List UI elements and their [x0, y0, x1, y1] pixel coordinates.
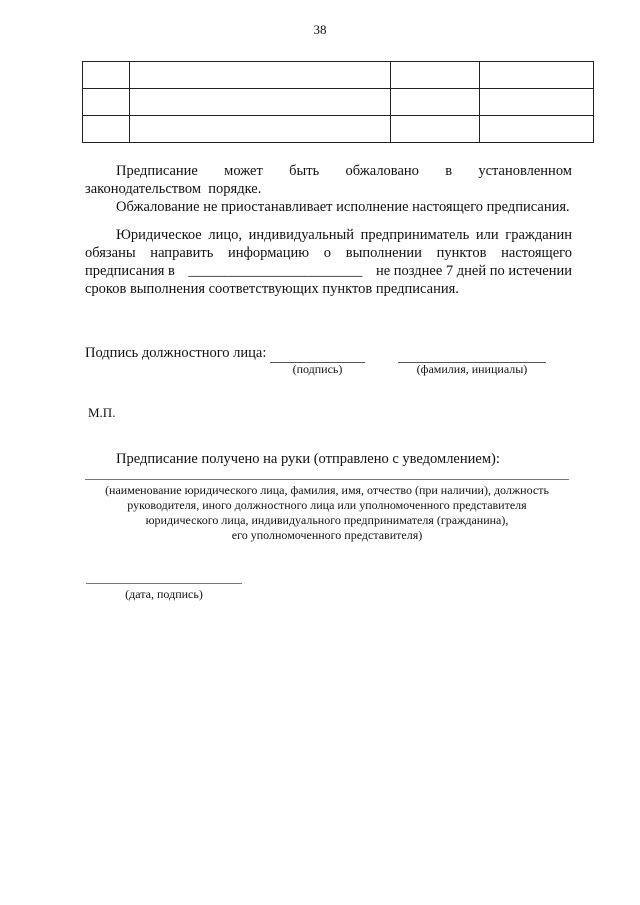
receipt-heading: Предписание получено на руки (отправлено с уведомлением):: [116, 451, 500, 467]
appeal-word: Предписание: [116, 163, 198, 179]
table-cell: [480, 116, 594, 143]
appeal-word: в: [445, 163, 453, 179]
table-cell: [130, 116, 391, 143]
date-signature-caption: (дата, подпись): [125, 587, 203, 601]
official-signature-label: Подпись должностного лица:: [85, 345, 267, 361]
appeal-word: быть: [289, 163, 320, 179]
obligation-line-1: Юридическое лицо, индивидуальный предприниматель или гражданин: [116, 227, 572, 243]
table-cell: [83, 116, 130, 143]
table-row: [83, 116, 594, 143]
appeal-line-2: законодательством порядке.: [85, 181, 262, 197]
deadline-blank: ________________________: [188, 263, 363, 279]
table-cell: [391, 62, 480, 89]
receipt-caption-line: его уполномоченного представителя): [231, 528, 423, 542]
obligation-paragraph: [85, 226, 572, 298]
stamp-label: М.П.: [88, 405, 116, 420]
obligation-prefix: предписания в: [85, 263, 175, 279]
receipt-caption-line: (наименование юридического лица, фамилия, имя, отчество (при наличии), должность: [105, 483, 549, 497]
page-number: 38: [313, 22, 327, 37]
receipt-caption-line: руководителя, иного должностного лица или уполномоченного представителя: [127, 498, 527, 512]
receipt-caption-line: юридического лица, индивидуального предпринимателя (гражданина),: [145, 513, 509, 527]
table-cell: [83, 89, 130, 116]
obligation-line-2: обязаны направить информацию о выполнении пунктов настоящего: [85, 245, 572, 261]
prescription-table: [82, 61, 594, 143]
official-name-line: [398, 348, 546, 363]
appeal-line-3: Обжалование не приостанавливает исполнение настоящего предписания.: [116, 199, 570, 215]
table-cell: [130, 62, 391, 89]
appeal-word: обжаловано: [345, 163, 419, 179]
appeal-word: установленном: [478, 163, 572, 179]
table-cell: [391, 116, 480, 143]
obligation-suffix: не позднее 7 дней по истечении: [375, 263, 572, 279]
table-cell: [130, 89, 391, 116]
table-cell: [391, 89, 480, 116]
name-caption: (фамилия, инициалы): [416, 362, 528, 376]
official-signature-line: [270, 348, 365, 363]
table-cell: [83, 62, 130, 89]
receipt-caption: [75, 483, 579, 543]
table-cell: [480, 62, 594, 89]
appeal-line-1: [85, 162, 572, 180]
table-cell: [480, 89, 594, 116]
receipt-recipient-line: [85, 479, 569, 480]
signature-caption: (подпись): [292, 362, 343, 376]
appeal-paragraph: [85, 162, 572, 216]
date-signature-line: [86, 583, 242, 584]
table-row: [83, 62, 594, 89]
obligation-line-3: [85, 262, 572, 280]
obligation-line-4: сроков выполнения соответствующих пунктов предписания.: [85, 281, 459, 297]
table-row: [83, 89, 594, 116]
appeal-word: может: [224, 163, 263, 179]
